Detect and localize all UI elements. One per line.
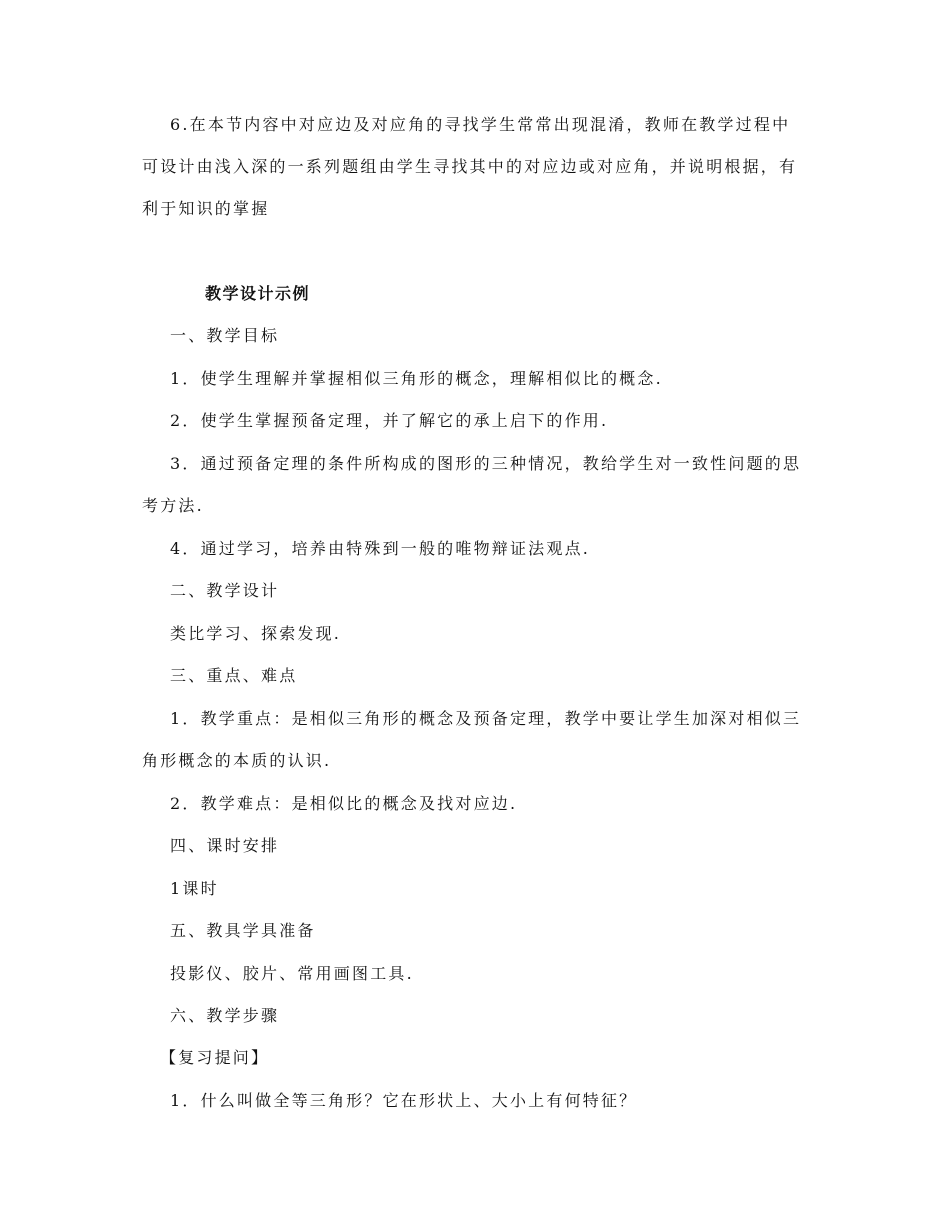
tools-content: 投影仪、胶片、常用画图工具. [170, 964, 414, 983]
schedule-heading: 四、课时安排 [170, 836, 280, 855]
steps-heading: 六、教学步骤 [170, 1006, 280, 1025]
paragraph-6-line-3: 利于知识的掌握 [142, 199, 270, 218]
design-content: 类比学习、探索发现. [170, 624, 342, 643]
section-title: 教学设计示例 [205, 284, 311, 303]
objective-item-4: 4．通过学习，培养由特殊到一般的唯物辩证法观点. [170, 539, 591, 558]
objective-item-3-line-1: 3．通过预备定理的条件所构成的图形的三种情况，教给学生对一致性问题的思 [170, 454, 802, 473]
paragraph-6-line-2: 可设计由浅入深的一系列题组由学生寻找其中的对应边或对应角，并说明根据，有 [142, 157, 798, 176]
review-question-1: 1．什么叫做全等三角形？它在形状上、大小上有何特征？ [170, 1091, 638, 1110]
key-point-1-line-2: 角形概念的本质的认识. [142, 751, 332, 770]
key-point-2: 2．教学难点：是相似比的概念及找对应边. [170, 794, 518, 813]
schedule-content: 1课时 [170, 879, 219, 898]
key-point-1-line-1: 1．教学重点：是相似三角形的概念及预备定理，教学中要让学生加深对相似三 [170, 709, 802, 728]
objectives-heading: 一、教学目标 [170, 326, 280, 345]
review-label: 【复习提问】 [160, 1048, 270, 1067]
objective-item-3-line-2: 考方法. [142, 496, 204, 515]
objective-item-2: 2．使学生掌握预备定理，并了解它的承上启下的作用. [170, 411, 609, 430]
design-heading: 二、教学设计 [170, 581, 280, 600]
tools-heading: 五、教具学具准备 [170, 921, 316, 940]
paragraph-6-line-1: 6.在本节内容中对应边及对应角的寻找学生常常出现混淆，教师在教学过程中 [170, 115, 791, 134]
objective-item-1: 1．使学生理解并掌握相似三角形的概念，理解相似比的概念. [170, 369, 663, 388]
key-points-heading: 三、重点、难点 [170, 666, 298, 685]
